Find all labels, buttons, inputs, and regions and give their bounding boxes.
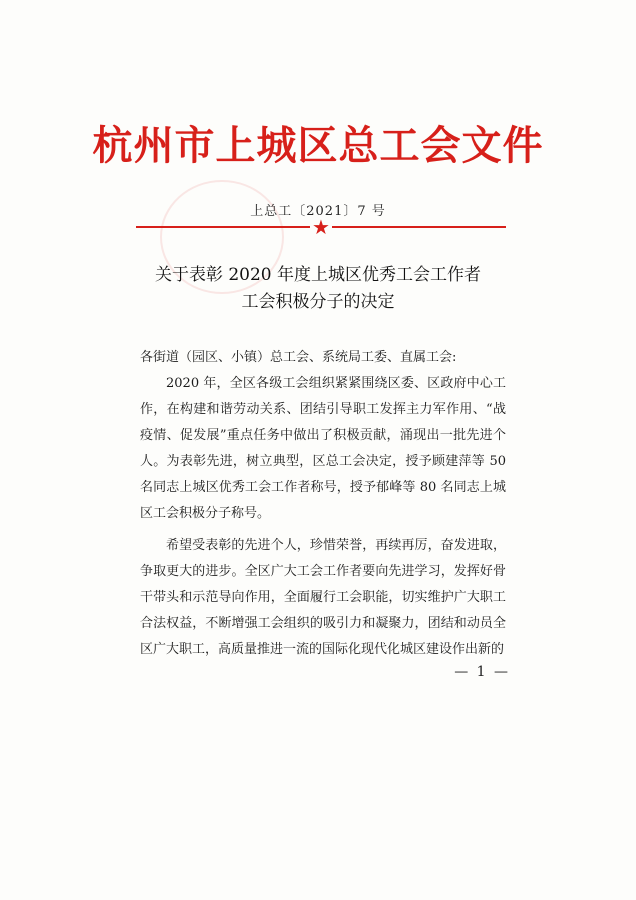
star-icon: ★ — [312, 215, 330, 239]
title-line-1: 关于表彰 2020 年度上城区优秀工会工作者 — [154, 265, 482, 285]
body-paragraph-1: 2020 年，全区各级工会组织紧紧围绕区委、区政府中心工作，在构建和谐劳动关系、团结引导职工发挥主力军作用、“战疫情、促发展”重点任务中做出了积极贡献，涌现出一批先进个人。为表彰先进，树立典型，区总工会决定，授予顾建萍等 50 名同志上城区优秀工会工作者称号，授予郁峰等 80 名同志上城区工会积极分子称号。 — [140, 376, 506, 521]
document-body — [140, 345, 506, 663]
document-title — [0, 262, 636, 316]
separator-line-right — [332, 226, 506, 228]
separator-line-left — [136, 226, 310, 228]
body-paragraph-2: 希望受表彰的先进个人，珍惜荣誉，再续再厉，奋发进取，争取更大的进步。全区广大工会工作者要向先进学习，发挥好骨干带头和示范导向作用，全面履行工会职能，切实维护广大职工合法权益，不断增强工会组织的吸引力和凝聚力，团结和动员全区广大职工，高质量推进一流的国际化现代化城区建设作出新的 — [140, 538, 506, 657]
salutation: 各街道（园区、小镇）总工会、系统局工委、直属工会: — [140, 350, 457, 365]
title-line-2: 工会积极分子的决定 — [241, 292, 395, 312]
page-number: — 1 — — [454, 664, 510, 680]
red-separator — [136, 215, 506, 239]
document-masthead: 杭州市上城区总工会文件 — [92, 122, 544, 169]
document-number: 上总工〔2021〕7 号 — [250, 204, 386, 219]
